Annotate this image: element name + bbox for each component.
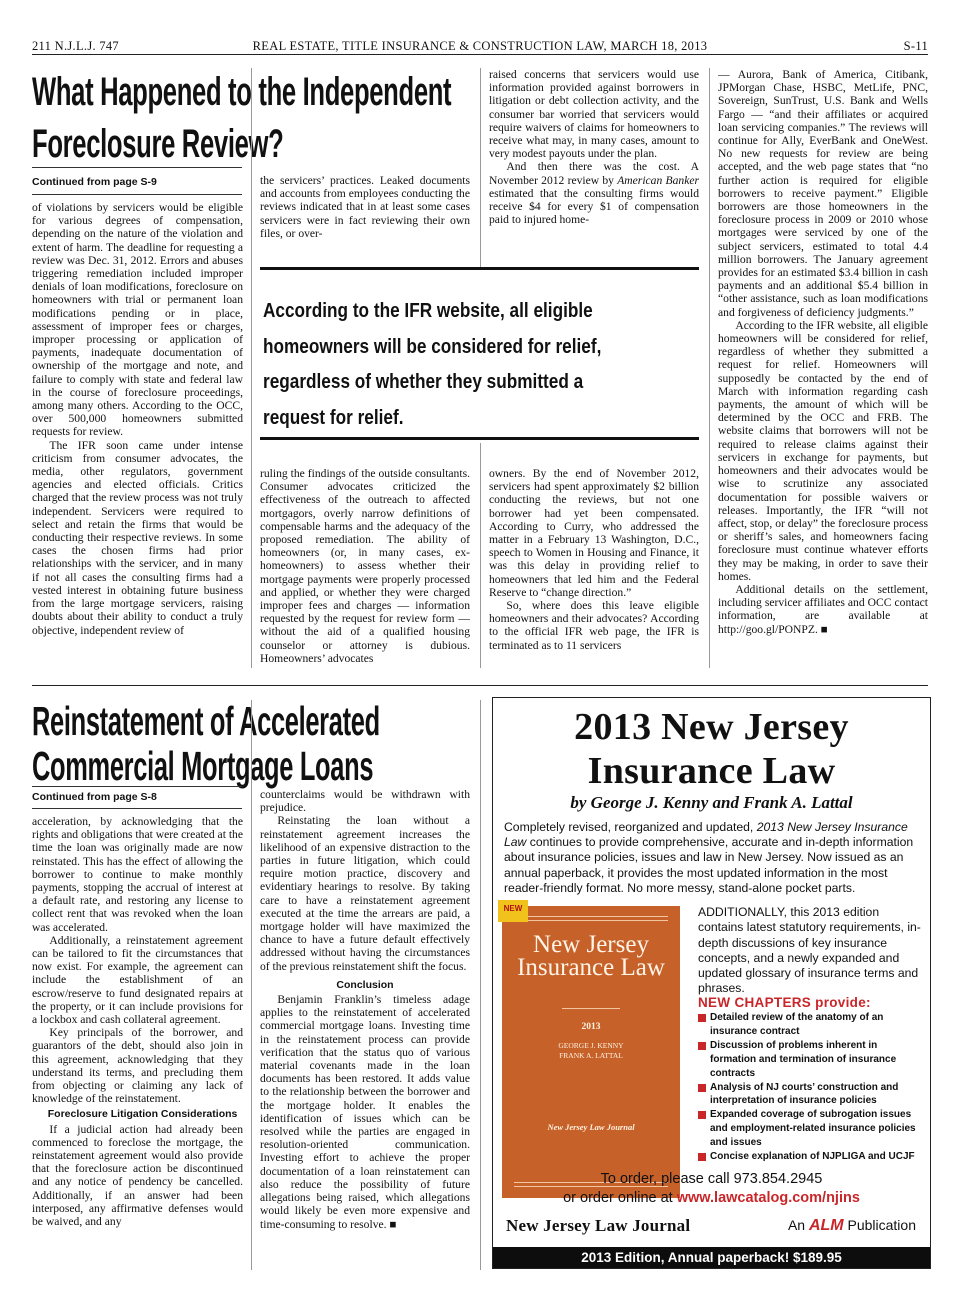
paragraph: owners. By the end of November 2012, servicers had spent approximately $2 billion conducting the reviews, but not one borrower had yet been compensated. According to Curry, who addressed the matter in a February 13 Washington, D.C., speech to Women in Housing and Finance, it was this delay in providing relief to homeowners that led him and the Federal Reserve to “change direction.” bbox=[489, 467, 699, 599]
paragraph: counterclaims would be withdrawn with prejudice. bbox=[260, 788, 470, 815]
column-rule bbox=[480, 68, 481, 268]
paragraph: Key principals of the borrower, and guarantors of the debt, should also join in this agreement, acknowledging that they understand its terms, and precluding them from objecting or claiming any lack of knowledge of the reinstatement. bbox=[32, 1026, 243, 1106]
bullet-square-icon bbox=[698, 1153, 706, 1161]
order-link[interactable]: www.lawcatalog.com/njins bbox=[676, 1190, 860, 1206]
publisher-logo: New Jersey Law Journal bbox=[506, 1216, 691, 1235]
divider bbox=[32, 786, 242, 787]
advertisement[interactable] bbox=[492, 697, 931, 1269]
subheading: Foreclosure Litigation Considerations bbox=[47, 1108, 238, 1121]
new-chapters-heading: NEW CHAPTERS provide: bbox=[698, 995, 871, 1010]
book-cover-image bbox=[502, 906, 680, 1198]
pull-quote-line: regardless of whether they submitted a bbox=[263, 371, 584, 393]
paragraph: Additionally, a reinstatement agreement can be tailored to fit the circumstances that now exist. For example, the agreement can include the establishment of an escrow/reserve to fund designated repairs at the property, or it can include provisions for a lockbox and cash collateral agreement. bbox=[32, 933, 243, 1027]
paragraph: So, where does this leave eligible homeowners and their advocates? According to the official IFR web page, the IFR is terminated as to 11 servicers bbox=[489, 599, 699, 652]
alm-publication-logo: An ALM Publication bbox=[787, 1217, 916, 1234]
article1-column-2-top bbox=[260, 174, 470, 244]
list-item: Discussion of problems inherent in formation and termination of insurance contracts bbox=[698, 1039, 926, 1081]
paragraph: Reinstating the loan without a reinstatement agreement increases the likelihood of an expensive distraction to the parties in future litigation, which could require motion practice, discovery and evidentiary hearings to resolve. By taking care to have a reinstatement agreement executed at the time the arrears are paid, a mortgage holder will have maximized the chance to have a future default effectively addressed without having the circumstances of the previous reinstatement shift the focus. bbox=[260, 814, 470, 973]
paragraph: of violations by servicers would be eligible for various degrees of compensation, depending on the nature of the violation and extent of harm. The deadline for requesting a review was Dec. 31, 2012. Errors and abuses triggering remediation included improper denials of loan modifications, foreclosure on homeowners with trial or permanent loan modifications pending or in place, assessment of improper fees or charges, improper processing or application of payments, inadequate documentation of ownership of the mortgage and note, and failure to comply with state and federal law in the course of foreclosure proceedings, among many others. According to the OCC, over 500,000 homeowners submitted requests for review. bbox=[32, 201, 243, 439]
article1-column-3-bottom bbox=[489, 467, 699, 669]
divider bbox=[32, 167, 242, 168]
pull-quote-text bbox=[263, 294, 693, 436]
column-rule bbox=[251, 68, 252, 668]
paragraph: ruling the findings of the outside consultants. Consumer advocates criticized the effectiveness of the outreach to affected mortgagors, overly narrow definitions of compensable harms and the adequacy of the proposed remediation. The ability of homeowners (or, in many cases, ex-homeowners) to assess whether their mortgage payments were properly processed and applied, or whether they were charged improper fees and charges — information requested by the request for review form — without the aid of a qualified housing counselor or attorney is dubious. Homeowners’ advocates bbox=[260, 467, 470, 665]
article1-column-4 bbox=[718, 68, 928, 669]
paragraph: Benjamin Franklin’s timeless adage applies to the reinstatement of accelerated commercial mortgage loans. Investing time in the reinstatement process can provide verification that the status quo of various material covenants made in the loan documents has been restored. It adds value to the relationship between the borrower and the mortgage holder. It enables the identification of issues which can be resolved while the parties are engaged in resolution-oriented communication. Investing effort to achieve the proper documentation of a loan reinstatement can also reduce the possibility of future allegations being raised, which allegations would likely be even more expensive and time-consuming to resolve. ■ bbox=[260, 993, 470, 1231]
bullet-square-icon bbox=[698, 1084, 706, 1092]
order-phone: To order, please call 973.854.2945 bbox=[600, 1171, 823, 1187]
list-item: Detailed review of the anatomy of an insurance contract bbox=[698, 1011, 926, 1039]
column-rule bbox=[480, 443, 481, 668]
pull-quote-line: request for relief. bbox=[263, 406, 404, 429]
pull-quote bbox=[260, 267, 699, 440]
cover-authors: GEORGE J. KENNY FRANK A. LATTAL bbox=[558, 1041, 624, 1060]
bullet-square-icon bbox=[698, 1042, 706, 1050]
ad-authors: by George J. Kenny and Frank A. Lattal bbox=[570, 793, 853, 812]
article1-headline-line1: What Happened to the Independent bbox=[32, 70, 452, 114]
column-rule bbox=[251, 700, 252, 1270]
article1-headline bbox=[32, 66, 451, 170]
ad-title: 2013 New Jersey Insurance Law bbox=[574, 706, 849, 792]
list-item: Analysis of NJ courts’ construction and interpretation of insurance policies bbox=[698, 1081, 926, 1109]
article2-continued-label: Continued from page S-8 bbox=[32, 791, 157, 803]
article2-headline-line1: Reinstatement of Accelerated bbox=[32, 698, 380, 744]
paragraph: raised concerns that servicers would use information provided against borrowers in litigation or debt collection activity, and the consumer bar worried that servicers would require waivers of claims for homeowners to receive what may, in many cases, amount to very modest payouts under the plan. bbox=[489, 68, 699, 161]
article1-column-2-bottom bbox=[260, 467, 470, 669]
divider bbox=[32, 808, 242, 809]
section-divider bbox=[32, 685, 928, 686]
order-online: or order online at www.lawcatalog.com/njins bbox=[563, 1190, 860, 1206]
subheading: Conclusion bbox=[336, 978, 394, 991]
new-badge: NEW bbox=[498, 900, 528, 922]
article2-column-1 bbox=[32, 815, 243, 1271]
price-bar: 2013 Edition, Annual paperback! $189.95 bbox=[493, 1247, 930, 1268]
article2-headline bbox=[32, 699, 380, 789]
paragraph: — Aurora, Bank of America, Citibank, JPMorgan Chase, HSBC, MetLife, PNC, Sovereign, SunTrust, U.S. Bank and Wells Fargo — “and their affiliates or acquired loan servicing companies.” The reviews will continue for Ally, EverBank and OneWest. No new requests for review are being accepted, and the web page states that “no further action is required for eligible borrowers to receive payment.” Eligible borrowers are those homeowners in the foreclosure process in 2009 or 2010 whose mortgages were serviced by one of the subject servicers, estimated to total 4.4 million borrowers. The January agreement provides for an estimated $3.4 billion in cash payments and an additional $5.4 billion in “other assistance, such as loan modifications and forgiveness of deficiency judgments.” bbox=[718, 68, 928, 319]
paragraph: And then there was the cost. A November 2012 review by American Banker estimated that the consulting firms would receive $4 for every $1 of compensation paid to injured home- bbox=[489, 160, 699, 227]
bullet-square-icon bbox=[698, 1014, 706, 1022]
divider bbox=[32, 194, 242, 195]
order-info bbox=[493, 1170, 930, 1208]
article1-headline-line2: Foreclosure Review? bbox=[32, 122, 284, 166]
page-folio: 211 N.J.L.J. 747 bbox=[32, 39, 119, 53]
paragraph: According to the IFR website, all eligible homeowners will be considered for relief, regardless of whether they submitted a request for relief. Homeowners will supposedly be contacted by the end of March with information regarding cash payments, the amount of which will be determined by the OCC and FRB. The website claims that borrowers will not be required to release claims against their servicers in exchange for payments, but homeowners and their advocates would be wise to scrutinize any associated documentation for possible waivers or releases. Importantly, the IFR “will not affect, stop, or delay” the foreclosure process or sheriff’s sales, and homeowners facing foreclosure must continue whatever efforts they may be making, in order to save their homes. bbox=[718, 318, 928, 583]
column-rule bbox=[709, 68, 710, 668]
list-item: Concise explanation of NJPLIGA and UCJF bbox=[698, 1150, 926, 1164]
paragraph: acceleration, by acknowledging that the rights and obligations that were created at the time the loan was originally made are now reinstated. This has the effect of allowing the borrower to continue to make monthly payments, stopping the accrual of interest at a default rate, and restoring any license to collect rent that was revoked when the loan was accelerated. bbox=[32, 815, 243, 934]
cover-year: 2013 bbox=[581, 1022, 601, 1032]
article1-column-3-top bbox=[489, 68, 699, 246]
paragraph: the servicers’ practices. Leaked documents and accounts from employees conducting the reviews indicated that in at least some cases servicers were in fact reviewing their own files, or over- bbox=[260, 174, 470, 240]
cover-title: New Jersey Insurance Law bbox=[517, 931, 665, 981]
ad-description: Completely revised, reorganized and updated, 2013 New Jersey Insurance Law continues to provide comprehensive, accurate and in-depth information about insurance policies, issues and law in New Jersey. Now issued as an annual paperback, it provides the most updated information in the most reader-friendly format. No more messy, stand-alone pocket parts. bbox=[504, 820, 914, 895]
paragraph: The IFR soon came under intense criticism from consumer advocates, the media, other regulators, government agencies and elected officials. Critics charged that the review process was not truly independent. Servicers were required to select and retain the firms that would be conducting their respective reviews. In some cases the chosen firms had prior relationships with the servicer, and in many if not all cases the consulting firms had a vested interest in obtaining future business from the large mortgage servicers, raising doubts about their ability to conduct a truly objective, independent review of bbox=[32, 438, 243, 637]
pull-quote-line: According to the IFR website, all eligible bbox=[263, 300, 593, 322]
running-head bbox=[32, 39, 928, 55]
ad-additional-text: ADDITIONALLY, this 2013 edition contains latest statutory requirements, in-depth discussions of key insurance concepts, and a newly expanded and updated glossary of insurance terms and phrases. bbox=[698, 905, 921, 996]
section-title: REAL ESTATE, TITLE INSURANCE & CONSTRUCTION LAW, MARCH 18, 2013 bbox=[252, 39, 708, 53]
pull-quote-line: homeowners will be considered for relief, bbox=[263, 335, 602, 358]
paragraph: Additional details on the settlement, including servicer affiliates and OCC contact information, are available at http://goo.gl/PONPZ. ■ bbox=[718, 582, 928, 636]
article1-column-1 bbox=[32, 201, 243, 669]
page-number: S-11 bbox=[903, 39, 928, 53]
list-item: Expanded coverage of subrogation issues and employment-related insurance policies and issues bbox=[698, 1108, 926, 1150]
bullet-square-icon bbox=[698, 1111, 706, 1119]
new-chapters-list bbox=[698, 1011, 926, 1164]
column-rule bbox=[480, 700, 481, 1270]
paragraph: If a judicial action had already been commenced to foreclose the mortgage, the reinstatement agreement would also provide that the foreclosure action be discontinued and any notice of pendency be cancelled. Additionally, if an answer had been interposed, any affirmative defenses would be waived, and any bbox=[32, 1122, 243, 1229]
cover-publisher: New Jersey Law Journal bbox=[547, 1122, 635, 1132]
publication-name: American Banker bbox=[617, 173, 699, 187]
article1-continued-label: Continued from page S-9 bbox=[32, 176, 157, 188]
article2-column-2 bbox=[260, 788, 470, 1271]
article2-headline-line2: Commercial Mortgage Loans bbox=[32, 743, 374, 789]
